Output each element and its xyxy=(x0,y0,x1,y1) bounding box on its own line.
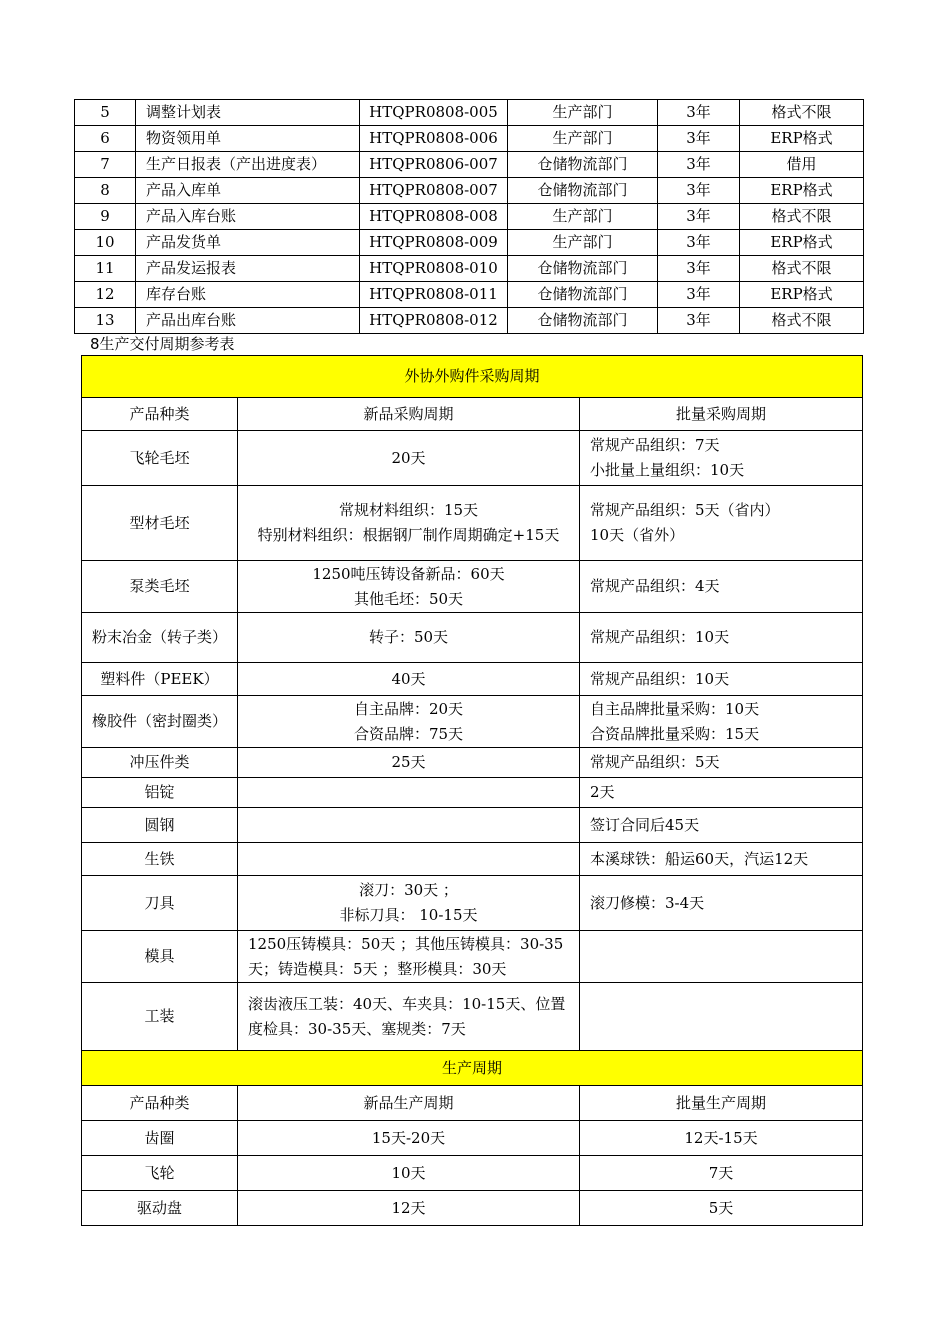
procurement-batch-cycle: 自主品牌批量采购：10天 合资品牌批量采购：15天 xyxy=(580,696,863,748)
record-department: 仓储物流部门 xyxy=(508,178,658,204)
records-table xyxy=(74,99,864,334)
record-retention-period: 3年 xyxy=(658,256,740,282)
production-row xyxy=(82,1156,863,1191)
procurement-new-cycle: 自主品牌：20天 合资品牌：75天 xyxy=(238,696,580,748)
procurement-product-type: 冲压件类 xyxy=(82,748,238,778)
production-product-type: 驱动盘 xyxy=(82,1191,238,1226)
procurement-product-type: 圆钢 xyxy=(82,808,238,843)
procurement-product-type: 型材毛坯 xyxy=(82,486,238,561)
procurement-batch-cycle: 本溪球铁：船运60天，汽运12天 xyxy=(580,843,863,876)
procurement-batch-cycle: 2天 xyxy=(580,778,863,808)
record-name: 生产日报表（产出进度表） xyxy=(136,152,360,178)
record-format: 格式不限 xyxy=(740,100,864,126)
procurement-row xyxy=(82,613,863,663)
column-header-product-type: 产品种类 xyxy=(82,398,238,431)
table-caption: 8生产交付周期参考表 xyxy=(90,335,235,353)
procurement-product-type: 模具 xyxy=(82,931,238,983)
record-format: 格式不限 xyxy=(740,308,864,334)
record-format: ERP格式 xyxy=(740,178,864,204)
record-retention-period: 3年 xyxy=(658,178,740,204)
procurement-row xyxy=(82,931,863,983)
procurement-new-cycle: 转子：50天 xyxy=(238,613,580,663)
record-name: 库存台账 xyxy=(136,282,360,308)
procurement-row xyxy=(82,748,863,778)
records-table-body xyxy=(75,100,864,334)
record-department: 仓储物流部门 xyxy=(508,152,658,178)
procurement-new-cycle xyxy=(238,778,580,808)
record-retention-period: 3年 xyxy=(658,152,740,178)
procurement-row xyxy=(82,561,863,613)
procurement-new-cycle xyxy=(238,843,580,876)
procurement-column-headers xyxy=(82,398,863,431)
procurement-section-title: 外协外购件采购周期 xyxy=(82,356,863,398)
record-department: 生产部门 xyxy=(508,230,658,256)
record-format: 格式不限 xyxy=(740,256,864,282)
record-name: 产品出库台账 xyxy=(136,308,360,334)
procurement-product-type: 泵类毛坯 xyxy=(82,561,238,613)
production-row xyxy=(82,1191,863,1226)
record-number: 5 xyxy=(75,100,136,126)
procurement-batch-cycle: 签订合同后45天 xyxy=(580,808,863,843)
record-code: HTQPR0808-006 xyxy=(360,126,508,152)
record-name: 产品发货单 xyxy=(136,230,360,256)
procurement-new-cycle xyxy=(238,808,580,843)
record-department: 生产部门 xyxy=(508,204,658,230)
procurement-new-cycle: 常规材料组织：15天 特别材料组织：根据钢厂制作周期确定+15天 xyxy=(238,486,580,561)
procurement-product-type: 铝锭 xyxy=(82,778,238,808)
procurement-product-type: 工装 xyxy=(82,983,238,1051)
record-number: 7 xyxy=(75,152,136,178)
procurement-product-type: 粉末冶金（转子类） xyxy=(82,613,238,663)
procurement-new-cycle: 20天 xyxy=(238,431,580,486)
record-number: 13 xyxy=(75,308,136,334)
production-product-type: 齿圈 xyxy=(82,1121,238,1156)
delivery-cycle-table-body xyxy=(82,356,863,1226)
record-row xyxy=(75,126,864,152)
record-format: ERP格式 xyxy=(740,126,864,152)
procurement-row xyxy=(82,808,863,843)
record-retention-period: 3年 xyxy=(658,126,740,152)
record-name: 产品入库单 xyxy=(136,178,360,204)
record-retention-period: 3年 xyxy=(658,308,740,334)
procurement-new-cycle: 25天 xyxy=(238,748,580,778)
record-row xyxy=(75,178,864,204)
record-code: HTQPR0808-010 xyxy=(360,256,508,282)
record-code: HTQPR0808-008 xyxy=(360,204,508,230)
procurement-batch-cycle xyxy=(580,983,863,1051)
record-format: ERP格式 xyxy=(740,230,864,256)
column-header-batch-production: 批量生产周期 xyxy=(580,1086,863,1121)
record-number: 9 xyxy=(75,204,136,230)
record-format: ERP格式 xyxy=(740,282,864,308)
procurement-row xyxy=(82,778,863,808)
record-code: HTQPR0808-007 xyxy=(360,178,508,204)
procurement-row xyxy=(82,486,863,561)
record-name: 产品入库台账 xyxy=(136,204,360,230)
record-department: 仓储物流部门 xyxy=(508,256,658,282)
procurement-product-type: 生铁 xyxy=(82,843,238,876)
production-new-cycle: 15天-20天 xyxy=(238,1121,580,1156)
record-row xyxy=(75,100,864,126)
procurement-batch-cycle: 常规产品组织：10天 xyxy=(580,613,863,663)
record-row xyxy=(75,282,864,308)
record-number: 12 xyxy=(75,282,136,308)
production-row xyxy=(82,1121,863,1156)
production-batch-cycle: 7天 xyxy=(580,1156,863,1191)
procurement-row xyxy=(82,696,863,748)
record-retention-period: 3年 xyxy=(658,230,740,256)
record-format: 格式不限 xyxy=(740,204,864,230)
record-code: HTQPR0806-007 xyxy=(360,152,508,178)
procurement-new-cycle: 滚刀：30天 ； 非标刀具： 10-15天 xyxy=(238,876,580,931)
procurement-new-cycle: 1250吨压铸设备新品：60天 其他毛坯：50天 xyxy=(238,561,580,613)
production-batch-cycle: 5天 xyxy=(580,1191,863,1226)
record-row xyxy=(75,152,864,178)
procurement-product-type: 刀具 xyxy=(82,876,238,931)
procurement-batch-cycle xyxy=(580,931,863,983)
record-row xyxy=(75,256,864,282)
procurement-new-cycle: 滚齿液压工装：40天、车夹具：10-15天、位置度检具：30-35天、塞规类：7天 xyxy=(238,983,580,1051)
record-retention-period: 3年 xyxy=(658,204,740,230)
record-retention-period: 3年 xyxy=(658,282,740,308)
procurement-row xyxy=(82,431,863,486)
procurement-new-cycle: 1250压铸模具：50天 ；其他压铸模具：30-35天；铸造模具：5天 ；整形模具：30天 xyxy=(238,931,580,983)
record-number: 11 xyxy=(75,256,136,282)
record-retention-period: 3年 xyxy=(658,100,740,126)
procurement-batch-cycle: 常规产品组织：4天 xyxy=(580,561,863,613)
record-name: 物资领用单 xyxy=(136,126,360,152)
column-header-batch-procurement: 批量采购周期 xyxy=(580,398,863,431)
record-code: HTQPR0808-005 xyxy=(360,100,508,126)
column-header-new-procurement: 新品采购周期 xyxy=(238,398,580,431)
production-column-headers xyxy=(82,1086,863,1121)
column-header-new-production: 新品生产周期 xyxy=(238,1086,580,1121)
record-department: 生产部门 xyxy=(508,100,658,126)
record-row xyxy=(75,308,864,334)
record-department: 仓储物流部门 xyxy=(508,282,658,308)
procurement-batch-cycle: 常规产品组织：10天 xyxy=(580,663,863,696)
production-section-title: 生产周期 xyxy=(82,1051,863,1086)
record-department: 生产部门 xyxy=(508,126,658,152)
procurement-product-type: 橡胶件（密封圈类） xyxy=(82,696,238,748)
column-header-product-type: 产品种类 xyxy=(82,1086,238,1121)
record-number: 10 xyxy=(75,230,136,256)
record-format: 借用 xyxy=(740,152,864,178)
record-name: 调整计划表 xyxy=(136,100,360,126)
procurement-product-type: 飞轮毛坯 xyxy=(82,431,238,486)
record-name: 产品发运报表 xyxy=(136,256,360,282)
procurement-section-header xyxy=(82,356,863,398)
production-new-cycle: 10天 xyxy=(238,1156,580,1191)
record-code: HTQPR0808-011 xyxy=(360,282,508,308)
production-product-type: 飞轮 xyxy=(82,1156,238,1191)
procurement-product-type: 塑料件（PEEK） xyxy=(82,663,238,696)
procurement-new-cycle: 40天 xyxy=(238,663,580,696)
record-department: 仓储物流部门 xyxy=(508,308,658,334)
record-number: 6 xyxy=(75,126,136,152)
procurement-batch-cycle: 常规产品组织：5天（省内） 10天（省外） xyxy=(580,486,863,561)
record-row xyxy=(75,204,864,230)
delivery-cycle-table xyxy=(81,355,863,1226)
procurement-batch-cycle: 常规产品组织：5天 xyxy=(580,748,863,778)
record-code: HTQPR0808-012 xyxy=(360,308,508,334)
procurement-row xyxy=(82,663,863,696)
record-code: HTQPR0808-009 xyxy=(360,230,508,256)
procurement-row xyxy=(82,876,863,931)
procurement-row xyxy=(82,843,863,876)
procurement-batch-cycle: 常规产品组织：7天 小批量上量组织：10天 xyxy=(580,431,863,486)
production-batch-cycle: 12天-15天 xyxy=(580,1121,863,1156)
record-number: 8 xyxy=(75,178,136,204)
record-row xyxy=(75,230,864,256)
production-new-cycle: 12天 xyxy=(238,1191,580,1226)
procurement-batch-cycle: 滚刀修模：3-4天 xyxy=(580,876,863,931)
procurement-row xyxy=(82,983,863,1051)
production-section-header xyxy=(82,1051,863,1086)
